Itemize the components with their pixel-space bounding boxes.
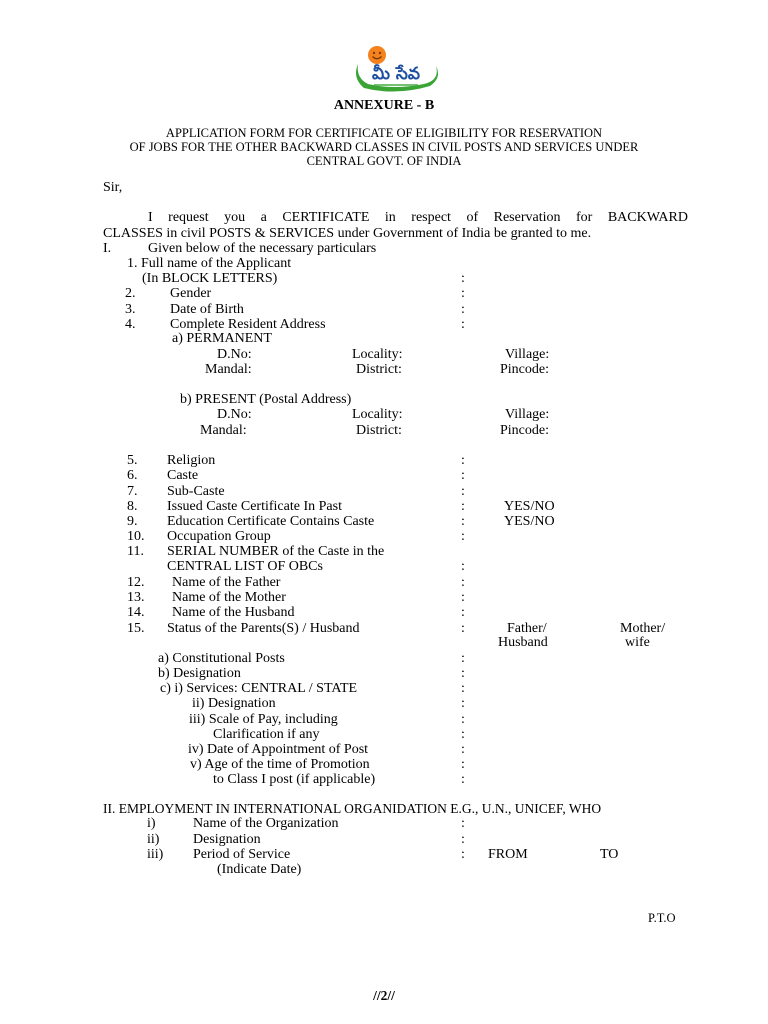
q6-label: Caste bbox=[167, 468, 199, 483]
logo-script-text: మీ సేవ bbox=[372, 64, 420, 84]
field-colon: : bbox=[461, 605, 465, 620]
q14-number: 14. bbox=[127, 605, 145, 620]
annexure-label: ANNEXURE - B bbox=[333, 98, 435, 113]
q9-value: YES/NO bbox=[504, 514, 555, 529]
field-colon: : bbox=[461, 712, 465, 727]
present-address-title: b) PRESENT (Postal Address) bbox=[180, 392, 352, 407]
field-colon: : bbox=[461, 271, 465, 286]
request-word: in bbox=[384, 210, 396, 225]
q3-label: Date of Birth bbox=[170, 302, 244, 317]
q5-label: Religion bbox=[167, 453, 216, 468]
field-colon: : bbox=[461, 317, 465, 332]
permanent-village: Village: bbox=[505, 347, 550, 362]
s2-i-number: i) bbox=[147, 816, 156, 831]
salutation: Sir, bbox=[103, 180, 123, 195]
request-word: BACKWARD bbox=[607, 210, 688, 225]
field-colon: : bbox=[461, 666, 465, 681]
q2-label: Gender bbox=[170, 286, 212, 301]
permanent-mandal: Mandal: bbox=[205, 362, 252, 377]
q10-label: Occupation Group bbox=[167, 529, 271, 544]
s2-ii-label: Designation bbox=[193, 832, 261, 847]
q10-number: 10. bbox=[127, 529, 145, 544]
request-word: a bbox=[260, 210, 267, 225]
request-word: CERTIFICATE bbox=[282, 210, 370, 225]
q4-number: 4. bbox=[125, 317, 136, 332]
q11-number: 11. bbox=[127, 544, 144, 559]
field-colon: : bbox=[461, 559, 465, 574]
q12-number: 12. bbox=[127, 575, 145, 590]
field-colon: : bbox=[461, 575, 465, 590]
q9-label: Education Certificate Contains Caste bbox=[167, 514, 375, 529]
present-locality: Locality: bbox=[352, 407, 403, 422]
field-colon: : bbox=[461, 757, 465, 772]
permanent-address-title: a) PERMANENT bbox=[172, 331, 272, 346]
field-colon: : bbox=[461, 816, 465, 831]
field-colon: : bbox=[461, 302, 465, 317]
form-heading-line-2: OF JOBS FOR THE OTHER BACKWARD CLASSES IN CIVIL POSTS AND SERVICES UNDER bbox=[129, 140, 639, 154]
q13-number: 13. bbox=[127, 590, 145, 605]
field-colon: : bbox=[461, 696, 465, 711]
q15-col2-line2: wife bbox=[625, 635, 650, 650]
present-village: Village: bbox=[505, 407, 550, 422]
permanent-dno: D.No: bbox=[217, 347, 252, 362]
sub-c-ii-label: ii) Designation bbox=[192, 696, 276, 711]
sub-c-v-label-continued: to Class I post (if applicable) bbox=[213, 772, 376, 787]
q7-number: 7. bbox=[127, 484, 138, 499]
field-colon: : bbox=[461, 727, 465, 742]
request-word: request bbox=[168, 210, 209, 225]
section-1-number: I. bbox=[103, 241, 112, 256]
request-line-1 bbox=[148, 210, 688, 226]
s2-iii-number: iii) bbox=[147, 847, 164, 862]
section-1-title: Given below of the necessary particulars bbox=[148, 241, 377, 256]
sub-c-label: c) i) Services: CENTRAL / STATE bbox=[160, 681, 358, 696]
field-colon: : bbox=[461, 286, 465, 301]
q4-label: Complete Resident Address bbox=[170, 317, 326, 332]
sub-c-iv-label: iv) Date of Appointment of Post bbox=[188, 742, 369, 757]
field-colon: : bbox=[461, 468, 465, 483]
present-mandal: Mandal: bbox=[200, 423, 247, 438]
field-colon: : bbox=[461, 453, 465, 468]
q5-number: 5. bbox=[127, 453, 138, 468]
s2-iii-note: (Indicate Date) bbox=[217, 862, 302, 877]
page-number-marker: //2// bbox=[373, 988, 395, 1003]
q15-col1-line2: Husband bbox=[498, 635, 548, 650]
q6-number: 6. bbox=[127, 468, 138, 483]
sub-c-v-label: v) Age of the time of Promotion bbox=[190, 757, 370, 772]
field-colon: : bbox=[461, 651, 465, 666]
form-heading-line-1: APPLICATION FORM FOR CERTIFICATE OF ELIGIBILITY FOR RESERVATION bbox=[165, 126, 603, 140]
field-colon: : bbox=[461, 681, 465, 696]
q14-label: Name of the Husband bbox=[172, 605, 295, 620]
q15-label: Status of the Parents(S) / Husband bbox=[167, 621, 360, 636]
field-colon: : bbox=[461, 742, 465, 757]
q12-label: Name of the Father bbox=[172, 575, 281, 590]
permanent-pincode: Pincode: bbox=[500, 362, 549, 377]
section-2-title: II. EMPLOYMENT IN INTERNATIONAL ORGANIDATION E.G., U.N., UNICEF, WHO bbox=[103, 801, 602, 816]
q9-number: 9. bbox=[127, 514, 138, 529]
field-colon: : bbox=[461, 514, 465, 529]
permanent-locality: Locality: bbox=[352, 347, 403, 362]
page-turn-note: P.T.O bbox=[648, 911, 676, 925]
q15-col1-line1: Father/ bbox=[507, 621, 547, 636]
present-pincode: Pincode: bbox=[500, 423, 549, 438]
q2-number: 2. bbox=[125, 286, 136, 301]
field-colon: : bbox=[461, 590, 465, 605]
s2-ii-number: ii) bbox=[147, 832, 160, 847]
request-word: I bbox=[148, 210, 153, 225]
q8-value: YES/NO bbox=[504, 499, 555, 514]
q3-number: 3. bbox=[125, 302, 136, 317]
q1-label: 1. Full name of the Applicant bbox=[127, 256, 292, 271]
request-word: for bbox=[575, 210, 593, 225]
s2-i-label: Name of the Organization bbox=[193, 816, 339, 831]
q15-number: 15. bbox=[127, 621, 145, 636]
q8-label: Issued Caste Certificate In Past bbox=[167, 499, 342, 514]
present-dno: D.No: bbox=[217, 407, 252, 422]
sub-a-label: a) Constitutional Posts bbox=[158, 651, 285, 666]
request-word: Reservation bbox=[493, 210, 561, 225]
permanent-district: District: bbox=[356, 362, 402, 377]
sub-c-iii-label: iii) Scale of Pay, including bbox=[189, 712, 338, 727]
logo-sun-face bbox=[368, 46, 386, 64]
mee-seva-logo bbox=[344, 44, 448, 96]
field-colon: : bbox=[461, 499, 465, 514]
q15-col2-line1: Mother/ bbox=[620, 621, 666, 636]
q1-sublabel: (In BLOCK LETTERS) bbox=[142, 271, 278, 286]
field-colon: : bbox=[461, 832, 465, 847]
field-colon: : bbox=[461, 484, 465, 499]
request-word: of bbox=[466, 210, 479, 225]
q7-label: Sub-Caste bbox=[167, 484, 225, 499]
request-word: you bbox=[224, 210, 246, 225]
request-word: respect bbox=[411, 210, 451, 225]
s2-iii-to: TO bbox=[600, 847, 619, 862]
field-colon: : bbox=[461, 847, 465, 862]
field-colon: : bbox=[461, 529, 465, 544]
s2-iii-from: FROM bbox=[488, 847, 528, 862]
field-colon: : bbox=[461, 621, 465, 636]
q11-label: SERIAL NUMBER of the Caste in the bbox=[167, 544, 385, 559]
q8-number: 8. bbox=[127, 499, 138, 514]
present-district: District: bbox=[356, 423, 402, 438]
field-colon: : bbox=[461, 772, 465, 787]
sub-b-label: b) Designation bbox=[158, 666, 241, 681]
q11-label-continued: CENTRAL LIST OF OBCs bbox=[167, 559, 323, 574]
sub-c-iii-label-continued: Clarification if any bbox=[213, 727, 320, 742]
request-line-2: CLASSES in civil POSTS & SERVICES under Government of India be granted to me. bbox=[103, 226, 592, 241]
q13-label: Name of the Mother bbox=[172, 590, 286, 605]
s2-iii-label: Period of Service bbox=[193, 847, 291, 862]
form-heading-line-3: CENTRAL GOVT. OF INDIA bbox=[306, 154, 462, 168]
